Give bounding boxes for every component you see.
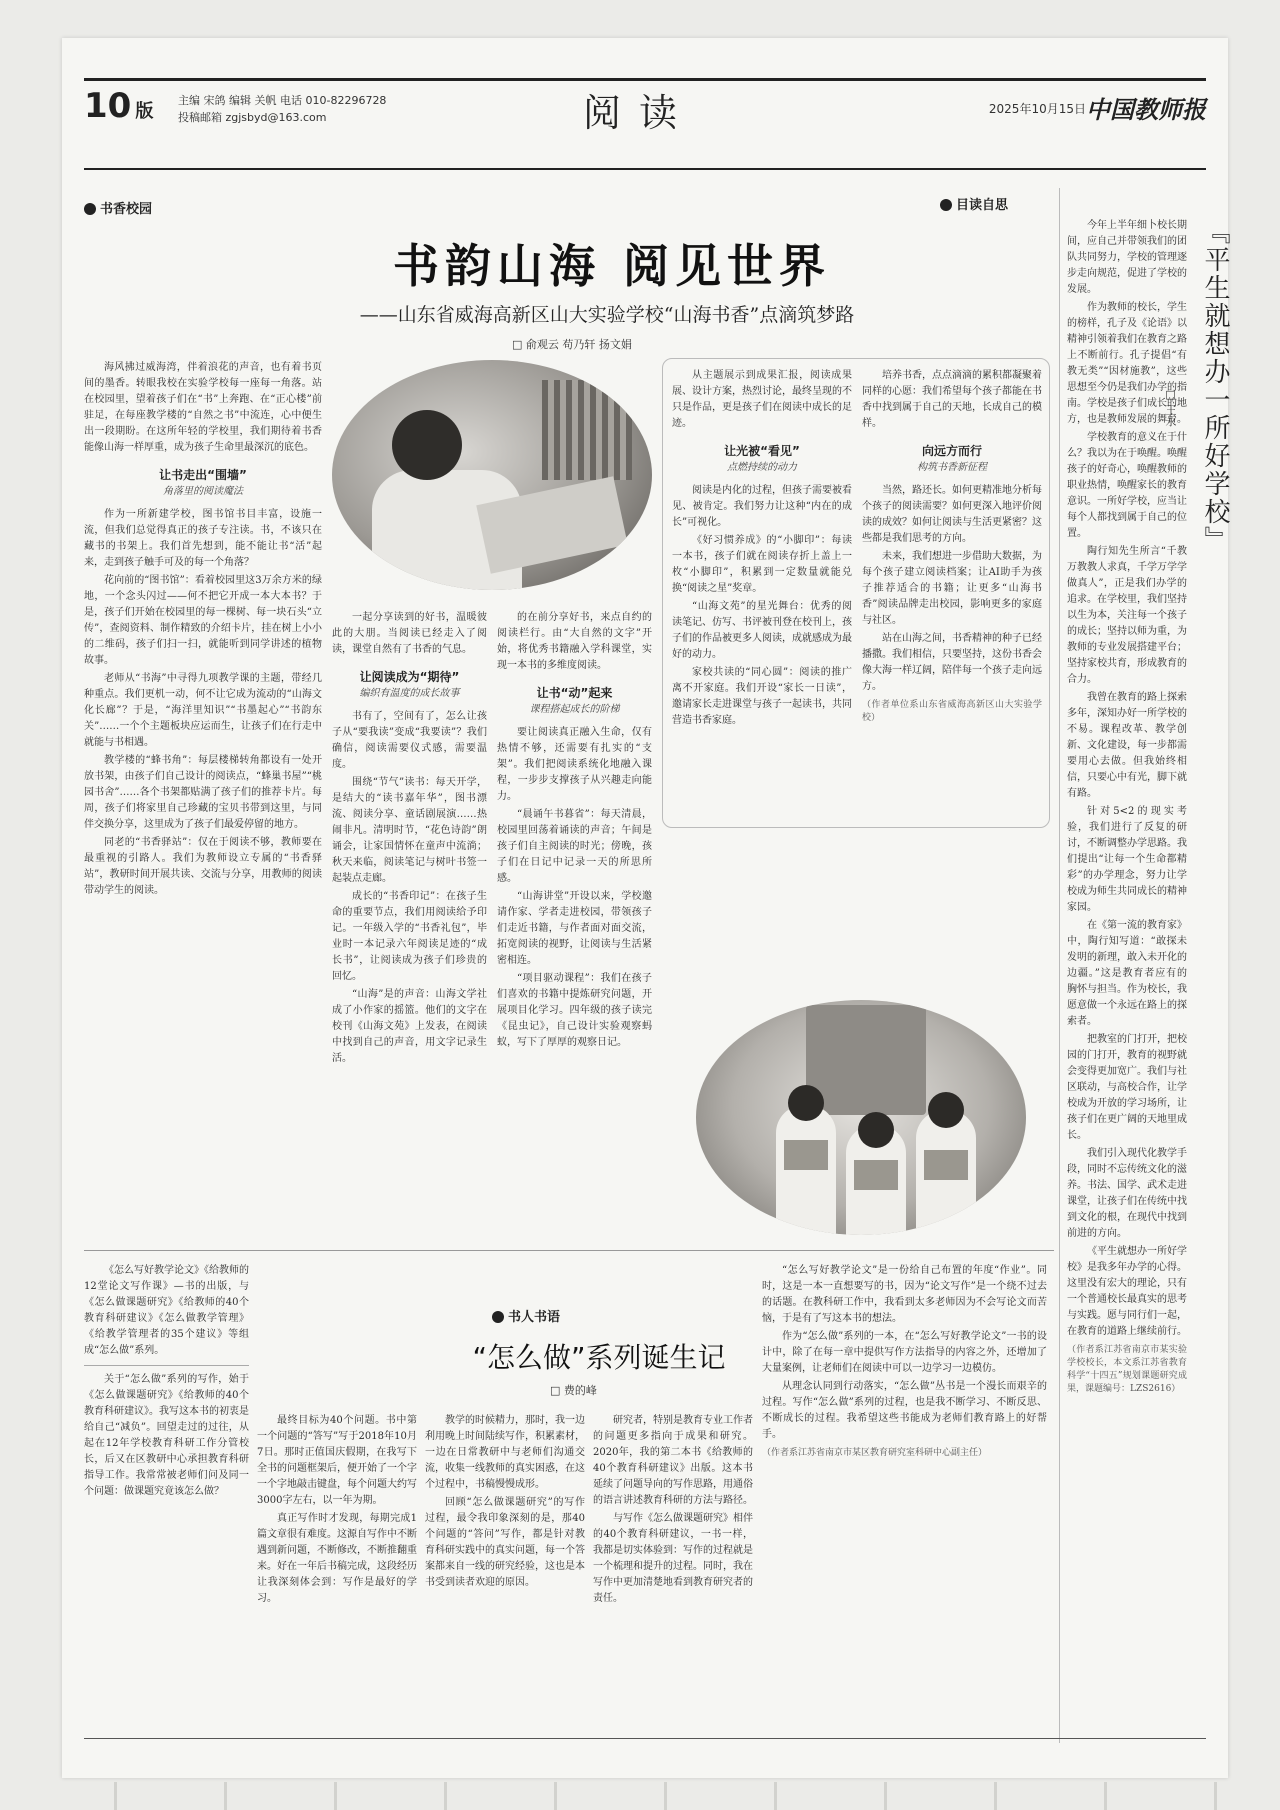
tag-bullet-icon [492,1311,504,1323]
issue-date: 2025年10月15日 [988,102,1086,116]
editors-line: 主编 宋鸽 编辑 关帆 电话 010-82296728 [178,94,387,107]
paragraph: 关于“怎么做”系列的写作，始于《怎么做课题研究》《给教师的40个教育科研建议》。我写这本书的初衷是给自己“减负”。回望走过的过往，从起在12年学校教育科研工作分管校长，后又在区教研中心承担教育科研指导工作。我常常被老师们问及同一个问题：做课题究竟该怎么做？ [84,1374,249,1497]
paragraph: 作为一所新建学校，图书馆书目丰富，设施一流，但我们总觉得真正的孩子专注读。书，不该只在藏书的书架上。我们首先想到，能不能让书“活”起来，走到孩子触手可及的每一个角落？ [84,509,322,568]
paragraph: “山海”是的声音：山海文学社成了小作家的摇篮。他们的文字在校刊《山海文苑》上发表，在阅读中找到自己的声音，用文字记录生活。 [332,989,487,1064]
paragraph: 阅读是内化的过程，但孩子需要被看见、被肯定。我们努力让这种“内在的成长”可视化。 [672,485,852,528]
subheading-3: 让书“动”起来 课程搭起成长的阶梯 [529,686,620,715]
photo-student-1-head [788,1085,824,1121]
article2-column-1 [84,1263,249,1718]
photo-student-head [392,410,462,480]
paragraph: 作为“怎么做”系列的一本，在“怎么写好教学论文”一书的设计中，除了在每一章中提供写作方法指导的内容之外，还增加了大量案例，让老师们在阅读中可以一边学习一边模仿。 [762,1331,1047,1374]
photo-book-3 [924,1150,968,1180]
article1-column-2 [332,610,487,1240]
paragraph: 从理念认同到行动落实，“怎么做”丛书是一个漫长而艰辛的过程。写作“怎么做”系列的过程，也是我不断学习、不断反思、不断成长的过程。我希望这些书能成为老师们教育路上的好帮手。 [762,1381,1047,1440]
paragraph: “山海讲堂”开设以来，学校邀请作家、学者走进校园，带领孩子们走近书籍，与作者面对面交流，拓宽阅读的视野，让阅读与生活紧密相连。 [497,891,652,966]
tag-read-think: 目读自思 [940,194,1008,213]
paragraph: 教学的时候精力，那时，我一边利用晚上时间陆续写作，积累素材，一边在日常教研中与老师们沟通交流，收集一线教师的真实困惑，在这个过程中，书稿慢慢成形。 [425,1415,585,1490]
paragraph: “晨诵午书暮省”：每天清晨，校园里回荡着诵读的声音；午间是孩子们自主阅读的时光；傍晚，孩子们在日记中记录一天的所思所感。 [497,809,652,884]
paragraph: 花向前的“图书馆”：看着校园里这3万余方米的绿地，一个念头闪过——何不把它开成一本大本书？于是，孩子们开始在校园里的每一棵树、每一块石头“立传”，查阅资料、制作精致的介绍卡片，挂在树上小小的二维码，孩子们扫一扫，就能听到同学讲述的植物故事。 [84,575,322,666]
email-line: 投稿邮箱 zgjsbyd@163.com [178,111,327,124]
photo-bookshelf [542,380,632,480]
right-author-note: （作者系江苏省南京市某实验学校校长，本文系江苏省教育科学“十四五”规划课题研究成果，课题编号：LZS2616） [1067,1345,1187,1394]
tag-bullet-icon [940,199,952,211]
paragraph: 我曾在教育的路上探索多年，深知办好一所学校的不易。课程改革、教学创新、文化建设，每一步都需要用心去做。但我始终相信，只要心中有光，脚下就有路。 [1067,692,1187,799]
article2-intro-box: 《怎么写好教学论文》《给教师的12堂论文写作课》—书的出版，与《怎么做课题研究》《给教师的40个教育科研建议》《怎么做教学管理》《给教学管理者的35个建议》等组成“怎么做”系列。 [84,1263,249,1366]
paragraph: 教学楼的“蜂书角”：每层楼梯转角都设有一处开放书架，由孩子们自己设计的阅读点，“蜂巢书屋”“桃园书舍”……各个书架都贴满了孩子们的推荐卡片。每周，孩子们将家里自己珍藏的宝贝书带到这里，与同伴交换分享，这里成为了孩子们最爱停留的地方。 [84,755,322,830]
tag-book-people: 书人书语 [492,1306,560,1325]
photo-students-with-books [696,1000,1026,1235]
paragraph: 围绕“节气”读书：每天开学，是结大的“读书嘉年华”，图书漂流、阅读分享、童话剧展演……热闹非凡。清明时节，“花色诗韵”朗诵会，让家国情怀在童声中流淌；秋天来临，阅读笔记与树叶书签一起装点走廊。 [332,777,487,884]
paragraph: “山海文苑”的星光舞台：优秀的阅读笔记、仿写、书评被刊登在校刊上，孩子们的作品被更多人阅读，成就感成为最好的动力。 [672,601,852,660]
paragraph: 学校教育的意义在于什么？我以为在于唤醒。唤醒孩子的好奇心，唤醒教师的职业热情，唤醒家长的教育意识。一所好学校，应当让每个人都找到属于自己的位置。 [1067,432,1187,539]
article1-column-3 [497,610,652,1240]
paragraph: 同老的“书香驿站”：仅在于阅读不够，教师要在最重视的引路人。我们为教师设立专属的“书香驿站”，教研时间开展共读、交流与分享，用教师的阅读带动学生的阅读。 [84,837,322,896]
paragraph: 作为教师的校长，学生的榜样，孔子及《论语》以精神引领着我们在教育之路上不断前行。孔子提倡“有教无类”“因材施教”，这些思想至今仍是我们办学的指南。学校是孩子们成长的地方，也是教师发展的舞台。 [1067,302,1187,425]
paragraph: “项目驱动课程”：我们在孩子们喜欢的书籍中提炼研究问题，开展项目化学习。四年级的孩子读完《昆虫记》，自己设计实验观察蚂蚁，写下了厚厚的观察日记。 [497,973,652,1048]
masthead-top-rule [84,78,1206,81]
newspaper-logo: 中国教师报 [1086,95,1206,124]
paragraph: 在《第一流的教育家》中，陶行知写道：“敢探未发明的新理，敢入未开化的边疆。”这是教育者应有的胸怀与担当。作为校长，我愿意做一个永远在路上的探索者。 [1067,920,1187,1027]
paragraph: 书有了，空间有了，怎么让孩子从“要我读”变成“我要读”？我们确信，阅读需要仪式感，需要温度。 [332,711,487,770]
paragraph: 培养书香，点点滴滴的累积都凝聚着同样的心愿：我们希望每个孩子都能在书香中找到属于自己的天地，长成自己的模样。 [862,370,1042,429]
article1-intro: 海风拂过威海湾，伴着浪花的声音，也有着书页间的墨香。转眼我校在实验学校每一座每一角落。站在校园里，望着孩子们在“书”上奔跑、在“正心楼”前驻足，在每座教学楼的“自然之书”中流连，心中便生出一段期盼。在这所年轻的学校里，我们期待着书香能像山海一样厚重，成为孩子生命里最深沉的底色。 [84,362,322,453]
paragraph: 研究者，特别是教育专业工作者的问题更多指向于成果和研究。2020年，我的第二本书《给教师的40个教育科研建议》出版。这本书延续了问题导向的写作思路，用通俗的语言讲述教育科研的方法与路径。 [593,1415,753,1506]
paragraph: 《平生就想办一所好学校》是我多年办学的心得。这里没有宏大的理论，只有一个普通校长最真实的思考与实践。愿与同行们一起，在教育的道路上继续前行。 [1067,1246,1187,1337]
photo-student-2-head [858,1112,894,1148]
tag-book-campus: 书香校园 [84,198,152,217]
editors-info [178,92,386,126]
paragraph: 把教室的门打开，把校园的门打开，教育的视野就会变得更加宽广。我们与社区联动，与高校合作，让学校成为开放的学习场所，让孩子们在更广阔的天地里成长。 [1067,1034,1187,1141]
article2-column-2 [257,1413,417,1718]
article2-headline: “怎么做”系列诞生记 [472,1341,726,1374]
photo-student-3-head [928,1092,964,1128]
paragraph: 老师从“书海”中寻得九项教学课的主题，带经几种重点。我们更机一动，何不让它成为流动的“山海文化长廊”？于是，“海洋里知识”“书墨起心”“书韵东关”……一个个主题板块应运而生，让孩子们在行走中就能与书相遇。 [84,673,322,748]
paragraph: 与写作《怎么做课题研究》相伴的40个教育科研建议，一书一样，我都是切实体验到：写作的过程就是一个梳理和提升的过程。同时，我在写作中更加清楚地看到教育研究者的责任。 [593,1513,753,1604]
paragraph: 《好习惯养成》的“小脚印”：每读一本书，孩子们就在阅读存折上盖上一枚“小脚印”，积累到一定数量就能兑换“阅读之星”奖章。 [672,535,852,594]
page-bottom-rule [84,1738,1206,1739]
article-separator [84,1250,1054,1251]
section-title: 阅读 [582,91,695,135]
paragraph: 一起分享读到的好书，温暖彼此的大朋。当阅读已经走入了阅读，课堂自然有了书香的气息。 [332,612,487,655]
article-headline: 书韵山海 阅见世界 [392,239,831,293]
subheading-2: 让阅读成为“期待” 编织有温度的成长故事 [359,670,460,699]
paragraph: 当然，路还长。如何更精准地分析每个孩子的阅读需要？如何更深入地评价阅读的成效？如何让阅读与生活更紧密？这些都是我们思考的方向。 [862,485,1042,544]
paragraph: 家校共读的“同心圆”：阅读的推广离不开家庭。我们开设“家长一日读”，邀请家长走进课堂与孩子一起读书，共同营造书香家庭。 [672,667,852,726]
article2-author-note: （作者系江苏省南京市某区教育研究室科研中心副主任） [762,1448,988,1458]
photo-student-reading [332,360,652,590]
paragraph: 回顾“怎么做课题研究”的写作过程，最令我印象深刻的是，那40个问题的“答问”写作，都是针对教育科研实践中的真实问题，每一个答案都来自一线的研究经验，这也是本书受到读者欢迎的原因。 [425,1497,585,1588]
photo-book-2 [854,1160,898,1190]
right-column-separator [1059,188,1060,1743]
article1-column-4 [672,368,852,988]
right-article-column [1067,218,1187,1738]
article-byline: □ 俞观云 苟乃轩 扬文娟 [512,338,632,351]
newspaper-page [62,38,1228,1778]
paragraph: 今年上半年细卜校长期间，应自己并带领我们的团队共同努力，学校的管理逐步走向规范，促进了学校的发展。 [1067,220,1187,295]
tag-bullet-icon [84,203,96,215]
article1-column-1 [84,360,322,1240]
paragraph: 真正写作时才发现，每期完成1篇文章很有难度。这源自写作中不断遇到新问题，不断修改，不断推翻重来。好在一年后书稿完成，这段经历让我深刻体会到：写作是最好的学习。 [257,1513,417,1604]
paragraph: 成长的“书香印记”：在孩子生命的重要节点，我们用阅读给予印记。一年级入学的“书香礼包”，毕业时一本记录六年阅读足迹的“成长书”，让阅读成为孩子们珍贵的回忆。 [332,891,487,982]
subheading-1: 让书走出“围墙” 角落里的阅读魔法 [159,468,247,497]
page-number: 10 版 [84,86,154,126]
photo-student-1 [776,1105,836,1235]
photo-reading-wall [806,1005,926,1115]
article1-column-5 [862,368,1042,988]
right-article-byline: □ 王永 [1164,388,1177,427]
article2-byline: □ 费的峰 [550,1384,597,1397]
article1-author-note: （作者单位系山东省威海高新区山大实验学校） [862,700,1042,723]
page-shadow-marks [62,1782,1228,1810]
paragraph: 要让阅读真正融入生命，仅有热情不够，还需要有扎实的“支架”。我们把阅读系统化地融入课程，一步步支撑孩子从兴趣走向能力。 [497,727,652,802]
article2-column-5 [762,1263,1047,1718]
paragraph: 我们引入现代化教学手段，同时不忘传统文化的滋养。书法、国学、武术走进课堂，让孩子们在传统中找到文化的根，在现代中找到前进的方向。 [1067,1148,1187,1239]
article2-column-3 [425,1413,585,1718]
article-subhead: ——山东省威海高新区山大实验学校“山海书香”点滴筑梦路 [359,304,855,326]
paragraph: “怎么写好教学论文”是一份给自己布置的年度“作业”。同时，这是一本一直想要写的书，因为“论文写作”是一个绕不过去的话题。在教科研工作中，我看到太多老师因为不会写论文而苦恼，于是有了写这本书的想法。 [762,1265,1047,1324]
subheading-4: 让光被“看见” 点燃持续的动力 [724,444,800,473]
paragraph: 针对5<2的现实考验，我们进行了反复的研讨，不断调整办学思路。我们提出“让每一个生命都精彩”的办学理念，努力让学校成为师生共同成长的精神家园。 [1067,806,1187,913]
paragraph: 未来，我们想进一步借助大数据，为每个孩子建立阅读档案；让AI助手为孩子推荐适合的书籍；让更多“山海书香”阅读品牌走出校园，影响更多的家庭与社区。 [862,551,1042,626]
masthead-bottom-rule [84,168,1206,170]
paragraph: 站在山海之间，书香精神的种子已经播撒。我们相信，只要坚持，这份书香会像大海一样辽阔，陪伴每一个孩子走向远方。 [862,633,1042,692]
paragraph: 的在前分享好书，来点自约的阅读栏行。由“大自然的文字”开始，将优秀书籍融入学科课堂，实现一本书的多维度阅读。 [497,612,652,671]
article2-column-4 [593,1413,753,1718]
paragraph: 最终目标为40个问题。书中第一个问题的“答写”写于2018年10月7日。那时正值国庆假期，在我写下全书的问题框架后，便开始了一个字一个字地敲击键盘，每个问题大约写3000字左右，以一年为期。 [257,1415,417,1506]
paragraph: 从主题展示到成果汇报，阅读成果展、设计方案，热烈讨论，最终呈现的不只是作品，更是孩子们在阅读中成长的足迹。 [672,370,852,429]
masthead [84,78,1206,170]
photo-book-1 [784,1140,828,1170]
paragraph: 陶行知先生所言“千教万教教人求真，千学万学学做真人”，正是我们办学的追求。在学校里，我们坚持以生为本，关注每一个孩子的成长；坚持以师为重，为教师的专业发展搭建平台；坚持家校共育，形成教育的合力。 [1067,546,1187,685]
subheading-5: 向远方而行 构筑书香新征程 [917,444,987,473]
right-article-title: 『平生就想办一所好学校』 [1200,218,1230,554]
